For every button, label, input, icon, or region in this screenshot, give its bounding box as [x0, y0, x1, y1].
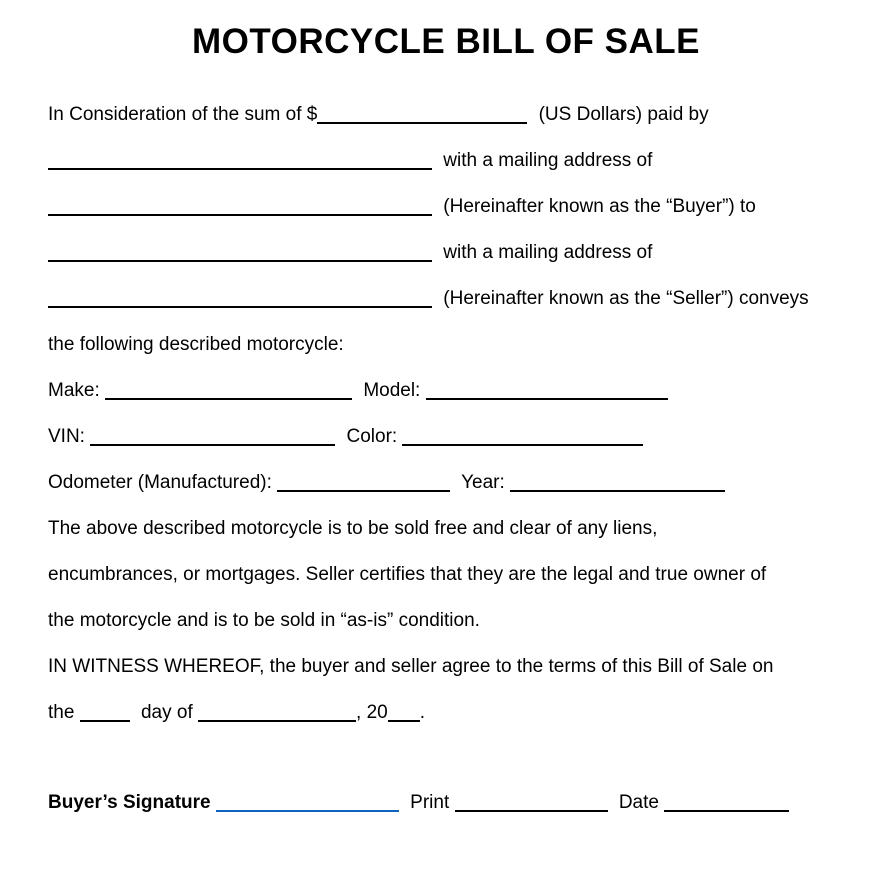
document-title: MOTORCYCLE BILL OF SALE: [192, 22, 700, 61]
color-label: Color:: [346, 426, 398, 447]
consideration-line: [48, 92, 852, 138]
color-blank[interactable]: [402, 444, 643, 446]
date-line-year-prefix: , 20: [356, 702, 388, 723]
consideration-pre: In Consideration of the sum of $: [48, 104, 318, 125]
date-line-mid: day of: [140, 702, 193, 723]
buyer-name-line: [48, 138, 852, 184]
seller-address-suffix: (Hereinafter known as the “Seller”) conveys: [443, 288, 809, 309]
terms-line-3: the motorcycle and is to be sold in “as-is” condition.: [48, 610, 480, 631]
terms-line-1: The above described motorcycle is to be sold free and clear of any liens,: [48, 518, 658, 539]
vin-blank[interactable]: [90, 444, 335, 446]
described-motorcycle-line: the following described motorcycle:: [48, 334, 344, 355]
witness-line: IN WITNESS WHEREOF, the buyer and seller agree to the terms of this Bill of Sale on: [48, 656, 774, 677]
consideration-post: (US Dollars) paid by: [538, 104, 709, 125]
model-blank[interactable]: [426, 398, 668, 400]
odometer-label: Odometer (Manufactured):: [48, 472, 272, 493]
make-blank[interactable]: [105, 398, 352, 400]
seller-name-suffix: with a mailing address of: [443, 242, 653, 263]
make-model-line: [48, 368, 852, 414]
year-suffix-blank[interactable]: [388, 720, 420, 722]
model-label: Model:: [363, 380, 421, 401]
make-label: Make:: [48, 380, 100, 401]
buyer-signature-blank[interactable]: [216, 810, 399, 812]
vin-color-line: [48, 414, 852, 460]
year-blank[interactable]: [510, 490, 725, 492]
year-label: Year:: [461, 472, 505, 493]
month-blank[interactable]: [198, 720, 356, 722]
seller-name-line: [48, 230, 852, 276]
seller-name-blank[interactable]: [48, 260, 432, 262]
buyer-address-suffix: (Hereinafter known as the “Buyer”) to: [443, 196, 756, 217]
date-label: Date: [618, 792, 659, 813]
title-section: [0, 22, 892, 62]
seller-address-blank[interactable]: [48, 306, 432, 308]
buyer-date-blank[interactable]: [664, 810, 789, 812]
date-line-pre: the: [48, 702, 75, 723]
sale-amount-blank[interactable]: [317, 122, 527, 124]
buyer-address-line: [48, 184, 852, 230]
buyer-name-blank[interactable]: [48, 168, 432, 170]
buyer-print-blank[interactable]: [455, 810, 608, 812]
buyer-signature-row: [48, 780, 852, 826]
odometer-year-line: [48, 460, 852, 506]
execution-date-line: [48, 690, 852, 736]
print-label: Print: [410, 792, 450, 813]
seller-address-line: [48, 276, 852, 322]
document-body: [0, 92, 892, 826]
date-line-end: .: [419, 702, 426, 723]
buyer-address-blank[interactable]: [48, 214, 432, 216]
buyer-name-suffix: with a mailing address of: [443, 150, 653, 171]
day-blank[interactable]: [80, 720, 130, 722]
buyer-signature-label: Buyer’s Signature: [48, 792, 211, 813]
terms-line-2: encumbrances, or mortgages. Seller certifies that they are the legal and true owner of: [48, 564, 767, 585]
vin-label: VIN:: [48, 426, 85, 447]
odometer-blank[interactable]: [277, 490, 450, 492]
